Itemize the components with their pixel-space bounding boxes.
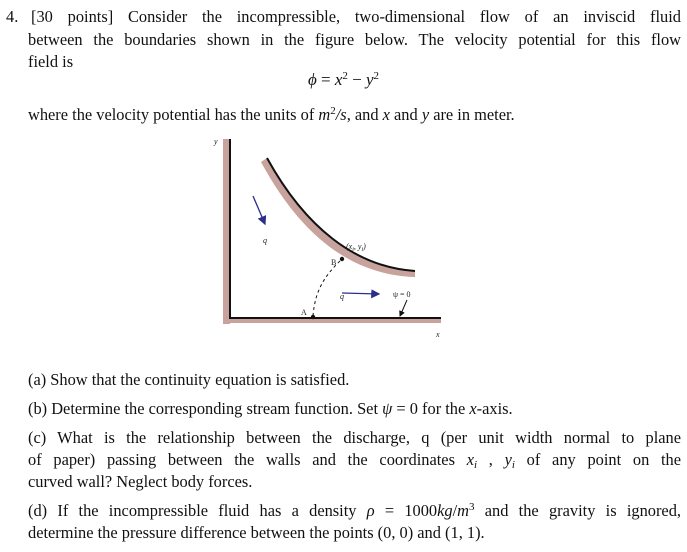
units-statement: where the velocity potential has the units of $m^2/s$, and x and y are in meter.: [28, 105, 515, 124]
question-a: (a) Show that the continuity equation is satisfied.: [28, 370, 350, 389]
problem-intro-line-2: between the boundaries shown in the figure below. The velocity potential for this flow: [28, 30, 681, 49]
question-d-line-2: determine the pressure difference between the points (0, 0) and (1, 1).: [28, 523, 485, 542]
problem-intro-text-1: Consider the incompressible, two-dimensional flow of an inviscid fluid: [127, 7, 681, 26]
point-b-marker: [340, 257, 344, 261]
velocity-potential-equation: $\phi = x^2 - y^2$: [307, 70, 380, 89]
problem-number: 4.: [6, 7, 19, 26]
question-c-line-2: of paper) passing between the walls and the coordinates $x_i$ , $y_i$ of any point on the: [28, 450, 682, 471]
flow-figure: [195, 132, 455, 342]
point-xy-label: ($x_i$, $y_i$): [346, 242, 366, 253]
problem-points: [30 points]: [31, 7, 114, 26]
q-label-left: q: [263, 236, 267, 245]
point-a-marker: [311, 315, 315, 319]
question-c-line-1: (c) What is the relationship between the discharge, q (per unit width normal to plane: [28, 428, 681, 447]
x-axis-label: x: [436, 330, 440, 339]
psi-zero-label: ψ = 0: [393, 290, 411, 299]
vertical-wall: [223, 139, 230, 324]
curved-wall-fill: [261, 158, 415, 277]
flow-arrow-left: [253, 196, 265, 224]
flow-arrow-bottom: [342, 293, 379, 294]
question-c-line-3: curved wall? Neglect body forces.: [28, 472, 253, 491]
dashed-path-ab: [313, 259, 342, 316]
point-b-label: B: [331, 258, 337, 267]
problem-intro-line-1: [31, 6, 681, 28]
y-axis-label: y: [214, 137, 218, 146]
problem-intro-line-3: field is: [28, 52, 74, 71]
question-b: (b) Determine the corresponding stream function. Set ψ = 0 for the x-axis.: [28, 399, 513, 418]
question-d-line-1: (d) If the incompressible fluid has a density $\rho = 1000kg/m^3$ and the gravity is ignored,: [28, 501, 681, 520]
psi-pointer-arrow: [400, 300, 407, 316]
point-a-label: A: [301, 308, 307, 317]
q-label-bottom: q: [340, 292, 344, 301]
